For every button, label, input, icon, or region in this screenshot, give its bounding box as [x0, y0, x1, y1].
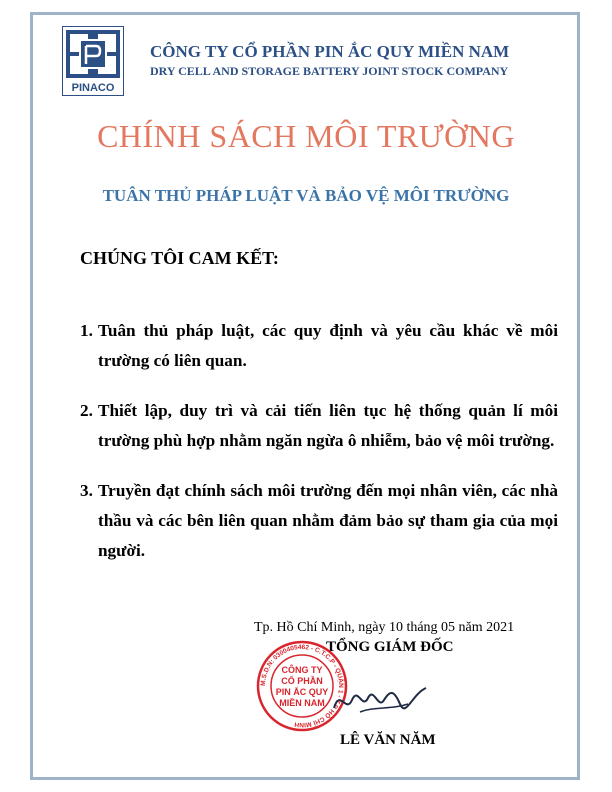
list-item-number: 3.	[80, 481, 93, 500]
list-item-number: 1.	[80, 321, 93, 340]
seal-line: PIN ẮC QUY	[275, 687, 329, 697]
company-name-vn: CÔNG TY CỔ PHẦN PIN ẮC QUY MIỀN NAM	[150, 42, 510, 61]
logo-text: PINACO	[71, 82, 115, 94]
document-subtitle: TUÂN THỦ PHÁP LUẬT VÀ BẢO VỆ MÔI TRƯỜNG	[102, 186, 510, 205]
list-item	[80, 396, 558, 456]
seal-line: CÔNG TY	[281, 665, 323, 675]
list-item	[80, 476, 558, 566]
seal-ring-text: M.S.D.N: 0300405462 - C.T.C.P - QUẬN 1 - T.P HỒ CHÍ MINH	[259, 643, 345, 729]
list-item	[80, 316, 558, 376]
pinaco-logo	[62, 26, 124, 96]
commitment-heading: CHÚNG TÔI CAM KẾT:	[80, 248, 279, 268]
list-item-number: 2.	[80, 401, 93, 420]
document-title: CHÍNH SÁCH MÔI TRƯỜNG	[97, 118, 515, 154]
list-item-text: Tuân thủ pháp luật, các quy định và yêu cầu khác về môi trường có liên quan.	[98, 321, 558, 370]
signer-name: LÊ VĂN NĂM	[340, 732, 436, 748]
seal-line: CỔ PHẦN	[281, 676, 323, 686]
place-date: Tp. Hồ Chí Minh, ngày 10 tháng 05 năm 2021	[254, 620, 515, 635]
list-item-text: Truyền đạt chính sách môi trường đến mọi nhân viên, các nhà thầu và các bên liên quan nhằm đảm bảo sự tham gia của mọi người.	[98, 481, 558, 560]
signer-position: TỔNG GIÁM ĐỐC	[326, 639, 454, 655]
seal-line: MIỀN NAM	[279, 698, 325, 708]
commitment-list	[80, 316, 558, 586]
company-name-en: DRY CELL AND STORAGE BATTERY JOINT STOCK COMPANY	[150, 64, 509, 78]
list-item-text: Thiết lập, duy trì và cải tiến liên tục hệ thống quản lí môi trường phù hợp nhằm ngăn ngừa ô nhiễm, bảo vệ môi trường.	[98, 401, 558, 450]
handwritten-signature	[330, 682, 430, 718]
